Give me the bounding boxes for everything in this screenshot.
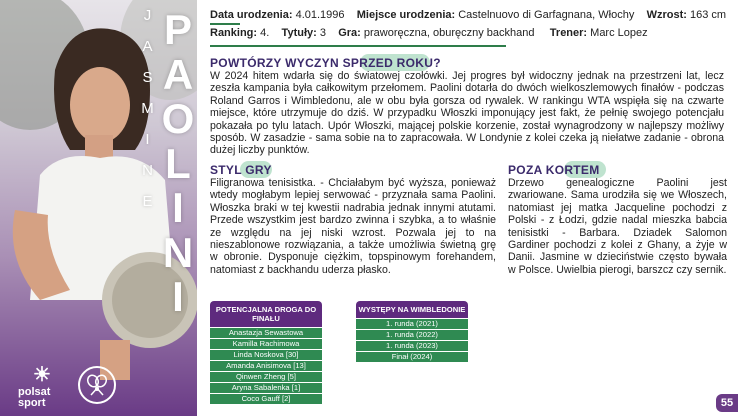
table-row: Qinwen Zheng [5]	[210, 372, 322, 382]
section-heading-text: STYL GRY	[210, 163, 272, 177]
first-name-vertical	[138, 6, 158, 212]
wimbledon-appearances-table	[356, 301, 468, 362]
birth-place-value: Castelnuovo di Garfagnana, Włochy	[458, 9, 635, 21]
table-row: 1. runda (2023)	[356, 341, 468, 351]
last-name-letter: O	[161, 95, 195, 142]
titles-label: Tytuły:	[281, 27, 317, 39]
last-name-letter: A	[162, 50, 194, 98]
last-name-vertical	[163, 8, 193, 320]
polsat-sport-logo	[18, 362, 66, 409]
section-text-off-court: Drzewo genealogiczne Paolini jest zwariowane. Sama urodziła się we Włoszech, natomiast jej matka Jacqueline pochodzi z Polski - z Łodzi, gdzie nadal mieszka babcia tenisistki - Barbara. Dziadek Salomon Gardiner pochodzi z kolei z Ghany, a żyje w Danii. Jasmine w dzieciństwie często bywała w Polsce. Uwielbia pierogi, barszcz czy sernik.	[508, 177, 727, 276]
table-row: Aryna Sabalenka [1]	[210, 383, 322, 393]
first-name-letter: M	[141, 100, 155, 117]
ranking-label: Ranking:	[210, 27, 258, 39]
ranking-value: 4.	[260, 27, 270, 39]
height-value: 163 cm	[689, 9, 727, 21]
table-row: Anastazja Sewastowa	[210, 328, 322, 338]
table-row: 1. runda (2022)	[356, 330, 468, 340]
last-name-letter: L	[165, 139, 191, 187]
section-text-repeat: W 2024 hitem wdarła się do światowej czołówki. Jej progres był widoczny jednak na przestrzeni lat, lecz zeszła kampania była całkowitym przełomem. Paolini dotarła do dwóch wielkoszlemowych finałów - podczas Roland Garros i Wimbledonu, ale w obu była gorsza od rywalek. W rankingu WTA wspięła się na czwarte miejsce, które utrzymuje do dziś. W przypadku Włoszki imponujący jest fakt, że pełnię swojego potencjału pokazała po tylu latach. Upór Włoszki, mającej polskie korzenie, został wynagrodzony w najlepszy możliwy sposób. W zasadzie - sama sobie na to zapracowała. W Londynie z kolei czeka ją niełatwe zadanie - obrona dużej liczby punktów.	[210, 70, 724, 157]
table-row: 1. runda (2021)	[356, 319, 468, 329]
section-heading-style	[210, 163, 272, 177]
table-row: Linda Noskova [30]	[210, 350, 322, 360]
first-name-letter: I	[145, 131, 151, 148]
bio-divider	[210, 45, 506, 47]
last-name-letter: P	[163, 6, 192, 53]
section-heading-text: POWTÓRZY WYCZYN SPRZED ROKU?	[210, 56, 441, 70]
birth-place-label: Miejsce urodzenia:	[356, 9, 456, 21]
polsat-mark-icon: ☀	[33, 364, 51, 386]
first-name-letter: A	[142, 38, 154, 55]
wimbledon-logo-icon	[78, 366, 116, 404]
bio-line-underline	[210, 23, 240, 25]
section-heading-off-court	[508, 163, 600, 177]
last-name-letter: I	[172, 184, 184, 231]
polsat-logo-text: polsat	[18, 386, 51, 398]
table-header: WYSTĘPY NA WIMBLEDONIE	[356, 301, 468, 318]
bio-line-2	[210, 27, 648, 39]
first-name-letter: S	[142, 69, 154, 86]
page-number: 55	[716, 394, 738, 412]
crossed-rackets-icon	[84, 372, 110, 398]
bio-line-1	[210, 9, 726, 21]
table-header: POTENCJALNA DROGA DO FINAŁU	[210, 301, 322, 327]
table-row: Amanda Anisimova [13]	[210, 361, 322, 371]
play-value: praworęczna, oburęczny backhand	[363, 27, 535, 39]
section-heading-repeat	[210, 56, 441, 70]
last-name-letter: N	[162, 228, 194, 276]
height-label: Wzrost:	[646, 9, 687, 21]
table-row: Kamilla Rachimowa	[210, 339, 322, 349]
sport-logo-text: sport	[18, 397, 46, 409]
first-name-letter: N	[142, 162, 154, 179]
section-heading-text: POZA KORTEM	[508, 163, 600, 177]
birth-date-value: 4.01.1996	[295, 9, 345, 21]
play-label: Gra:	[338, 27, 361, 39]
path-to-final-table	[210, 301, 322, 404]
table-row: Finał (2024)	[356, 352, 468, 362]
first-name-letter: J	[143, 7, 153, 24]
coach-label: Trener:	[549, 27, 588, 39]
first-name-letter: E	[142, 193, 154, 210]
birth-date-label: Data urodzenia:	[210, 9, 293, 21]
coach-value: Marc Lopez	[590, 27, 648, 39]
section-text-style: Filigranowa tenisistka. - Chciałabym być wyższa, ponieważ wtedy mogłabym lepiej serwować - przyznała sama Paolini. Włoszka braki w tej kwestii nadrabia jednak innymi atutami. Przede wszystkim jest bardzo zwinna i szybka, a to właśnie ze względu na jej niski wzrost. Pozwala jej to na nieszablonowe rozwiązania, a także umożliwia świetną grę w obronie. Dysponuje ciężkim, topspinowym forehandem, natomiast z backhandu uderza płasko.	[210, 177, 496, 276]
titles-value: 3	[319, 27, 326, 39]
player-photo-panel	[0, 0, 197, 416]
last-name-letter: I	[172, 273, 184, 320]
table-row: Coco Gauff [2]	[210, 394, 322, 404]
